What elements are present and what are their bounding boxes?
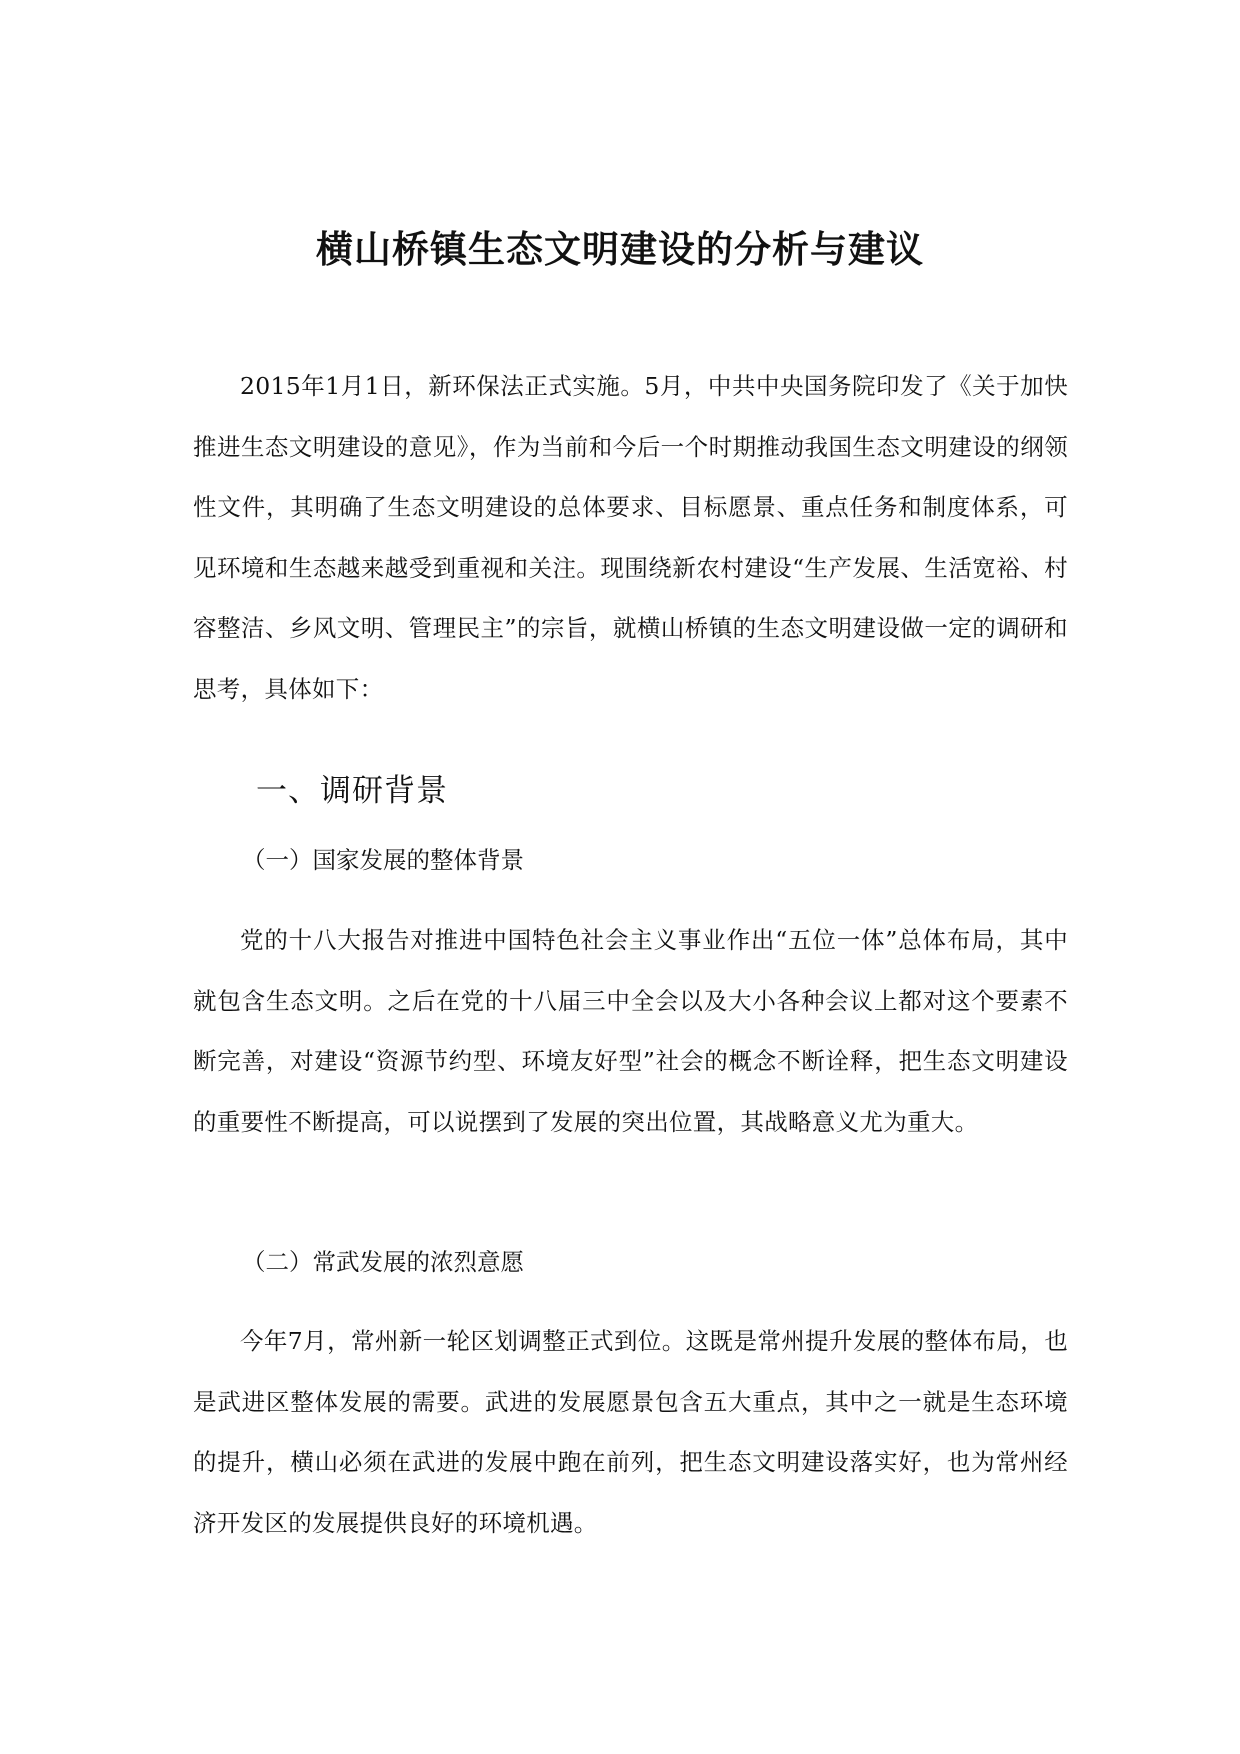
document-title: 横山桥镇生态文明建设的分析与建议 — [316, 228, 924, 271]
subsection-paragraph-2: 今年7月，常州新一轮区划调整正式到位。这既是常州提升发展的整体布局，也是武进区整体发展的需要。武进的发展愿景包含五大重点，其中之一就是生态环境的提升，横山必须在武进的发展中跑在前列，把生态文明建设落实好，也为常州经济开发区的发展提供良好的环境机遇。 — [193, 1327, 1068, 1537]
section-heading: 一、调研背景 — [256, 773, 448, 809]
subsection-heading-2: （二）常武发展的浓烈意愿 — [242, 1248, 524, 1276]
intro-paragraph: 2015年1月1日，新环保法正式实施。5月，中共中央国务院印发了《关于加快推进生态文明建设的意见》，作为当前和今后一个时期推动我国生态文明建设的纲领性文件，其明确了生态文明建设的总体要求、目标愿景、重点任务和制度体系，可见环境和生态越来越受到重视和关注。现围绕新农村建设“生产发展、生活宽裕、村容整洁、乡风文明、管理民主”的宗旨，就横山桥镇的生态文明建设做一定的调研和思考，具体如下： — [193, 372, 1068, 703]
subsection-heading-1: （一）国家发展的整体背景 — [242, 846, 524, 874]
subsection-paragraph-1: 党的十八大报告对推进中国特色社会主义事业作出“五位一体”总体布局，其中就包含生态文明。之后在党的十八届三中全会以及大小各种会议上都对这个要素不断完善，对建设“资源节约型、环境友好型”社会的概念不断诠释，把生态文明建设的重要性不断提高，可以说摆到了发展的突出位置，其战略意义尤为重大。 — [193, 926, 1068, 1136]
